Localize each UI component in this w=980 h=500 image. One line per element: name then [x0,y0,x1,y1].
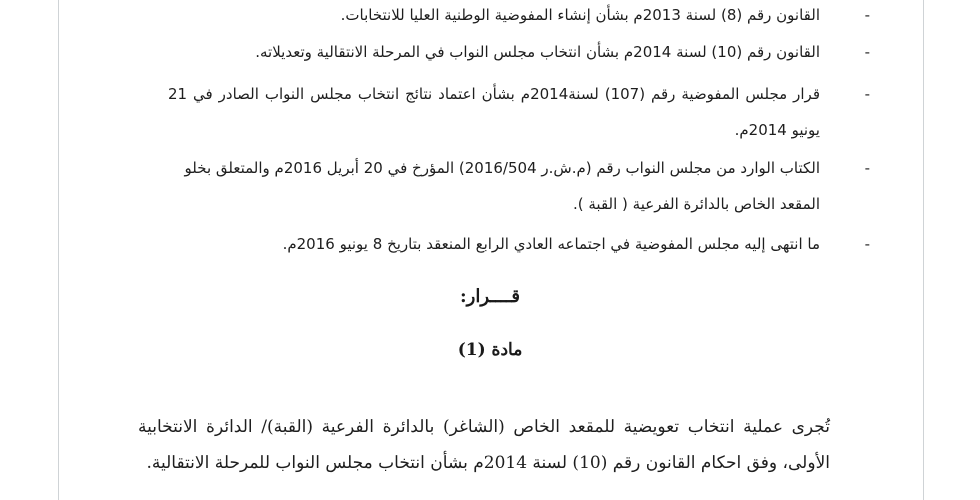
bullet-dash-icon: - [864,159,870,177]
article-paragraph: تُجرى عملية انتخاب تعويضية للمقعد الخاص (الشاغر) بالدائرة الفرعية (القبة)/ الدائرة الانتخابية الأولى، وفق احكام القانون رقم (10) لسنة 2014م بشأن انتخاب مجلس النواب للمرحلة الانتقالية. [138,417,830,473]
preamble-item-text: القانون رقم (10) لسنة 2014م بشأن انتخاب مجلس النواب في المرحلة الانتقالية وتعديلاته. [255,43,820,61]
scan-edge-right [923,0,924,500]
preamble-item [160,34,870,70]
bullet-dash-icon: - [864,235,870,253]
scan-edge-left [58,0,59,500]
decision-heading: قــــرار: [460,286,520,307]
preamble-item [168,150,870,222]
article-heading: مادة (1) [457,340,523,360]
preamble-item [160,226,870,262]
preamble-item [160,0,870,33]
bullet-dash-icon: - [864,6,870,24]
preamble-item-text: ما انتهى إليه مجلس المفوضية في اجتماعه العادي الرابع المنعقد بتاريخ 8 يونيو 2016م. [282,235,820,253]
preamble-item-text: القانون رقم (8) لسنة 2013م بشأن إنشاء المفوضية الوطنية العليا للانتخابات. [340,6,820,24]
preamble-item-text: الكتاب الوارد من مجلس النواب رقم (م.ش.ر 2016/504) المؤرخ في 20 أبريل 2016م والمتعلق بخلو المقعد الخاص بالدائرة الفرعية ( القبة ). [184,159,820,213]
bullet-dash-icon: - [864,85,870,103]
preamble-item-text: قرار مجلس المفوضية رقم (107) لسنة2014م بشأن اعتماد نتائج انتخاب مجلس النواب الصادر في 21 يونيو 2014م. [168,85,820,139]
bullet-dash-icon: - [864,43,870,61]
preamble-item [168,76,870,148]
